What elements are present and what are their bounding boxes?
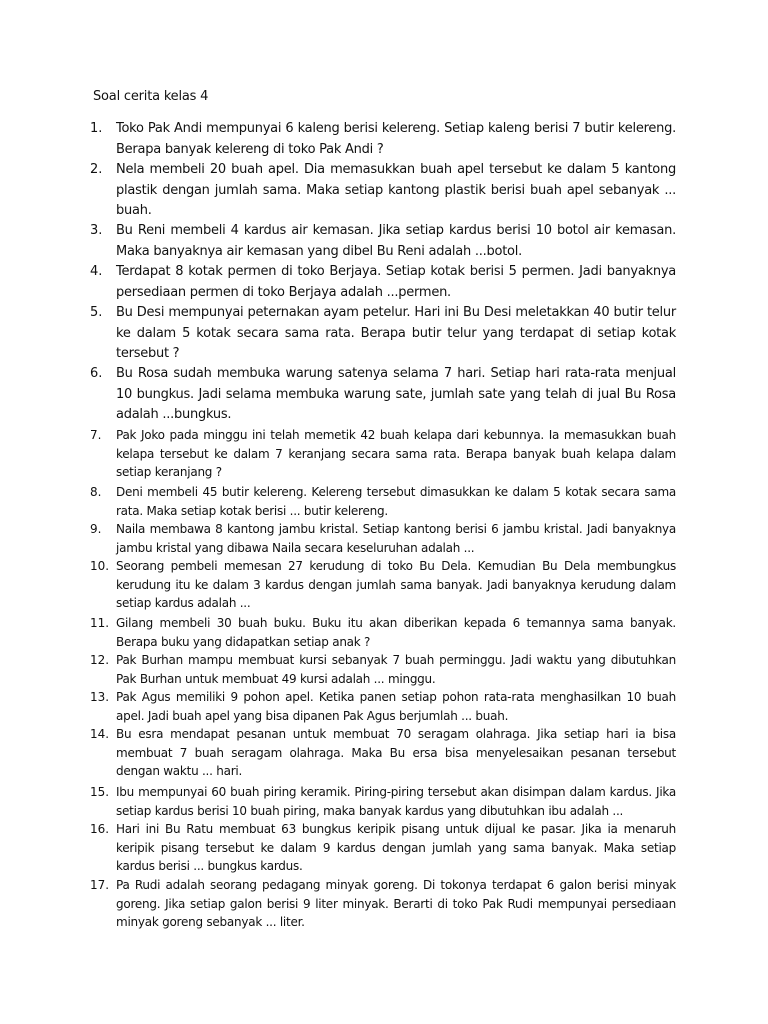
question-item [90,820,676,876]
question-text: Pa Rudi adalah seorang pedagang minyak goreng. Di tokonya terdapat 6 galon berisi minyak goreng. Jika setiap galon berisi 9 liter minyak. Berarti di toko Pak Rudi mempunyai persediaan minyak goreng sebanyak ... liter. [116,878,676,930]
question-text: Pak Burhan mampu membuat kursi sebanyak 7 buah perminggu. Jadi waktu yang dibutuhkan Pak Burhan untuk membuat 49 kursi adalah ... minggu. [116,653,676,686]
question-text: Terdapat 8 kotak permen di toko Berjaya. Setiap kotak berisi 5 permen. Jadi banyaknya persediaan permen di toko Berjaya adalah ...permen. [116,264,676,300]
question-number: 2. [90,162,103,177]
question-item [90,119,676,160]
question-number: 13. [90,690,110,704]
question-item [90,364,676,426]
question-number: 15. [90,785,110,799]
question-number: 17. [90,878,110,892]
question-number: 4. [90,264,103,279]
question-item [90,483,676,520]
question-number: 11. [90,616,110,630]
question-item [90,651,676,688]
question-item [90,783,676,820]
question-text: Gilang membeli 30 buah buku. Buku itu akan diberikan kepada 6 temannya sama banyak. Berapa buku yang didapatkan setiap anak ? [116,616,676,649]
question-item [90,221,676,262]
question-text: Pak Joko pada minggu ini telah memetik 42 buah kelapa dari kebunnya. Ia memasukkan buah kelapa tersebut ke dalam 7 keranjang secara sama rata. Berapa banyak buah kelapa dalam setiap keranjang ? [116,428,676,480]
question-item [90,426,676,482]
question-item [90,262,676,303]
question-number: 9. [90,522,102,536]
question-number: 3. [90,223,103,238]
question-text: Bu Rosa sudah membuka warung satenya selama 7 hari. Setiap hari rata-rata menjual 10 bungkus. Jadi selama membuka warung sate, jumlah sate yang telah di jual Bu Rosa adalah ...bungkus. [116,366,676,422]
question-number: 12. [90,653,110,667]
question-text: Hari ini Bu Ratu membuat 63 bungkus keripik pisang untuk dijual ke pasar. Jika ia menaruh keripik pisang tersebut ke dalam 9 kardus dengan jumlah yang sama banyak. Maka setiap kardus berisi ... bungkus kardus. [116,822,676,874]
question-item [90,725,676,781]
question-text: Nela membeli 20 buah apel. Dia memasukkan buah apel tersebut ke dalam 5 kantong plastik dengan jumlah sama. Maka setiap kantong plastik berisi buah apel sebanyak ... buah. [116,162,676,218]
question-text: Deni membeli 45 butir kelereng. Kelereng tersebut dimasukkan ke dalam 5 kotak secara sama rata. Maka setiap kotak berisi ... butir kelereng. [116,485,676,518]
question-item [90,160,676,222]
question-text: Toko Pak Andi mempunyai 6 kaleng berisi kelereng. Setiap kaleng berisi 7 butir kelereng. Berapa banyak kelereng di toko Pak Andi ? [116,121,676,157]
question-number: 1. [90,121,103,136]
question-item [90,688,676,725]
question-text: Bu Reni membeli 4 kardus air kemasan. Jika setiap kardus berisi 10 botol air kemasan. Maka banyaknya air kemasan yang dibel Bu Reni adalah ...botol. [116,223,676,259]
question-number: 8. [90,485,102,499]
question-number: 6. [90,366,103,381]
question-text: Pak Agus memiliki 9 pohon apel. Ketika panen setiap pohon rata-rata menghasilkan 10 buah apel. Jadi buah apel yang bisa dipanen Pak Agus berjumlah ... buah. [116,690,676,723]
question-number: 14. [90,727,110,741]
question-text: Seorang pembeli memesan 27 kerudung di toko Bu Dela. Kemudian Bu Dela membungkus kerudung itu ke dalam 3 kardus dengan jumlah sama banyak. Jadi banyaknya kerudung dalam setiap kardus adalah ... [116,559,676,611]
question-item [90,614,676,651]
question-item [90,303,676,365]
question-text: Ibu mempunyai 60 buah piring keramik. Piring-piring tersebut akan disimpan dalam kardus. Jika setiap kardus berisi 10 buah piring, maka banyak kardus yang dibutuhkan ibu adalah ... [116,785,676,818]
question-text: Bu Desi mempunyai peternakan ayam petelur. Hari ini Bu Desi meletakkan 40 butir telur ke dalam 5 kotak secara sama rata. Berapa butir telur yang terdapat di setiap kotak tersebut ? [116,305,676,361]
question-number: 10. [90,559,110,573]
question-item [90,876,676,932]
question-number: 5. [90,305,103,320]
question-text: Naila membawa 8 kantong jambu kristal. Setiap kantong berisi 6 jambu kristal. Jadi banyaknya jambu kristal yang dibawa Naila secara keseluruhan adalah ... [116,522,676,555]
question-text: Bu esra mendapat pesanan untuk membuat 70 seragam olahraga. Jika setiap hari ia bisa membuat 7 buah seragam olahraga. Maka Bu ersa bisa menyelesaikan pesanan tersebut dengan waktu ... hari. [116,727,676,779]
document-title: Soal cerita kelas 4 [93,89,209,104]
question-number: 16. [90,822,110,836]
question-item [90,557,676,613]
question-item [90,520,676,557]
question-number: 7. [90,428,102,442]
